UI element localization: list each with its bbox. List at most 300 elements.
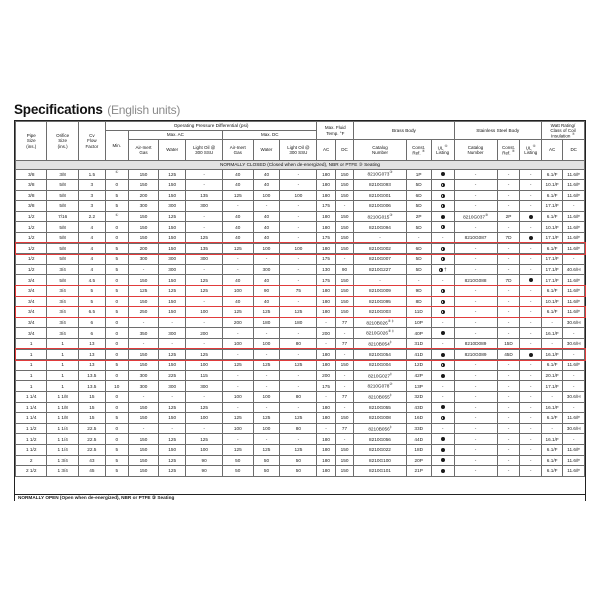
cell-1: 5/8 xyxy=(47,201,78,212)
cell-10: 180 xyxy=(317,349,335,360)
table-row xyxy=(16,370,585,381)
cell-4: - xyxy=(128,264,158,275)
cell-1: 5/8 xyxy=(47,254,78,265)
th-cv-flow-factor: Cv Flow Factor xyxy=(78,122,105,161)
cell-10: - xyxy=(317,317,335,328)
cell-19: 11.6/F xyxy=(563,466,585,477)
cell-7: 40 xyxy=(223,222,253,233)
cell-5: 300 xyxy=(159,381,186,392)
th-operating-pressure-differential: Operating Pressure Differential (psi) xyxy=(105,122,317,131)
cell-15: - xyxy=(454,201,497,212)
cell-2: 4 xyxy=(78,233,105,244)
cell-14 xyxy=(431,370,454,381)
cell-18: 17.1/F xyxy=(541,275,562,286)
cell-9: - xyxy=(280,254,317,265)
cell-16: - xyxy=(497,423,520,434)
cell-1: 1 1/4 xyxy=(47,444,78,455)
cell-15: - xyxy=(454,254,497,265)
cell-2: 1.5 xyxy=(78,169,105,180)
cell-4: 150 xyxy=(128,466,158,477)
cell-4: 300 xyxy=(128,381,158,392)
cell-10: 180 xyxy=(317,190,335,201)
cell-11: 150 xyxy=(335,307,353,318)
cell-3: 0 xyxy=(105,339,128,350)
cell-9: 180 xyxy=(280,317,317,328)
cell-18: 16.1/F xyxy=(541,402,562,413)
cell-11: - xyxy=(335,434,353,445)
cell-12: 8210G008 xyxy=(354,413,406,424)
cell-7: - xyxy=(223,402,253,413)
cell-1: 1 xyxy=(47,339,78,350)
cell-4: 150 xyxy=(128,349,158,360)
cell-6: - xyxy=(186,180,223,191)
th-ac-air-inert-gas: Air-Inert Gas xyxy=(128,140,158,161)
cell-16: - xyxy=(497,391,520,402)
cell-7: 125 xyxy=(223,243,253,254)
cell-10: 180 xyxy=(317,169,335,180)
cell-13: 6D xyxy=(406,243,431,254)
table-row xyxy=(16,264,585,275)
cell-14: - xyxy=(431,233,454,244)
cell-16: - xyxy=(497,254,520,265)
cell-5: 150 xyxy=(159,444,186,455)
table-row xyxy=(16,243,585,254)
cell-6: 300 xyxy=(186,254,223,265)
cell-16: - xyxy=(497,360,520,371)
cell-16: - xyxy=(497,466,520,477)
footnote-marker: ‡ xyxy=(389,424,392,429)
cell-16: - xyxy=(497,413,520,424)
dagger-note: † xyxy=(442,267,447,272)
cell-13: 2P xyxy=(406,211,431,222)
cell-3 xyxy=(105,169,128,180)
cell-13: 43D xyxy=(406,402,431,413)
cell-0: 1/2 xyxy=(16,211,47,222)
cell-15: 8210G089 xyxy=(454,349,497,360)
cell-19: 30.6/H xyxy=(563,339,585,350)
cell-9: - xyxy=(280,180,317,191)
cell-16: 45D xyxy=(497,349,520,360)
th-brass-ul-listing: UL ⑤ Listing xyxy=(431,140,454,161)
footnote-marker: ③ xyxy=(389,212,393,217)
cell-8: 100 xyxy=(253,190,280,201)
cell-12: 8210G027‡ xyxy=(354,370,406,381)
cell-6: 300 xyxy=(186,201,223,212)
cell-7: 125 xyxy=(223,360,253,371)
ul-listed-full-icon xyxy=(441,331,445,335)
cell-3: 5 xyxy=(105,455,128,466)
cell-4: 125 xyxy=(128,286,158,297)
cell-12: 8210G001 xyxy=(354,190,406,201)
cell-18: 17.1/F xyxy=(541,254,562,265)
cell-0: 2 xyxy=(16,455,47,466)
cell-14: - xyxy=(431,391,454,402)
cell-0: 3/8 xyxy=(16,190,47,201)
ul-listed-half-icon xyxy=(441,363,445,367)
cell-5: 150 xyxy=(159,233,186,244)
cell-7: 40 xyxy=(223,211,253,222)
cell-14 xyxy=(431,413,454,424)
cell-4: 150 xyxy=(128,211,158,222)
cell-9: - xyxy=(280,211,317,222)
cell-4: 300 xyxy=(128,370,158,381)
cell-9: - xyxy=(280,275,317,286)
cell-12: 8210G006 xyxy=(354,201,406,212)
cell-6: 115 xyxy=(186,370,223,381)
cell-10: 180 xyxy=(317,444,335,455)
cell-4: 250 xyxy=(128,307,158,318)
cell-2: 3 xyxy=(78,201,105,212)
cell-2: 4 xyxy=(78,243,105,254)
cell-17 xyxy=(520,211,541,222)
cell-5: 150 xyxy=(159,413,186,424)
cell-16: - xyxy=(497,190,520,201)
cell-13: 10P xyxy=(406,317,431,328)
cell-6: 125 xyxy=(186,402,223,413)
cell-13: 8D xyxy=(406,296,431,307)
cell-11: 150 xyxy=(335,275,353,286)
cell-8: 40 xyxy=(253,180,280,191)
th-ac-water: Water xyxy=(159,140,186,161)
cell-10: 180 xyxy=(317,402,335,413)
cell-10: 175 xyxy=(317,381,335,392)
section-band-label: NORMALLY CLOSED (Closed when de-energized), NBR or PTFE ③ Seating xyxy=(16,161,585,170)
cell-11: - xyxy=(335,349,353,360)
cell-7: - xyxy=(223,381,253,392)
cell-17: - xyxy=(520,296,541,307)
table-row xyxy=(16,455,585,466)
cell-9: 125 xyxy=(280,413,317,424)
ul-listed-full-icon xyxy=(441,469,445,473)
cell-3: 0 xyxy=(105,434,128,445)
cell-13: 13P xyxy=(406,381,431,392)
footnote-marker: ‡ xyxy=(389,371,392,376)
cell-3: 0 xyxy=(105,370,128,381)
cell-13: 31D xyxy=(406,339,431,350)
cell-17: - xyxy=(520,286,541,297)
cell-17: - xyxy=(520,201,541,212)
ul-listed-full-icon xyxy=(441,215,445,219)
cell-7: 125 xyxy=(223,190,253,201)
cell-18: - xyxy=(541,423,562,434)
cell-0: 3/4 xyxy=(16,286,47,297)
footnote-marker: ① xyxy=(115,170,119,175)
cell-18: 16.1/F xyxy=(541,328,562,339)
table-row xyxy=(16,254,585,265)
cell-1: 7/16 xyxy=(47,211,78,222)
cell-14 xyxy=(431,254,454,265)
cell-9: 100 xyxy=(280,190,317,201)
th-dc-water: Water xyxy=(253,140,280,161)
cell-11: 150 xyxy=(335,413,353,424)
cell-18: 6.1/F xyxy=(541,211,562,222)
cell-5: 125 xyxy=(159,402,186,413)
cell-13: 42P xyxy=(406,370,431,381)
cell-19: 11.6/F xyxy=(563,233,585,244)
page-title-main: Specifications xyxy=(14,102,103,117)
cell-19: 11.6/F xyxy=(563,455,585,466)
cell-3: 5 xyxy=(105,243,128,254)
cell-15: - xyxy=(454,286,497,297)
cell-16: - xyxy=(497,201,520,212)
cell-10: 180 xyxy=(317,466,335,477)
cell-14: - xyxy=(431,381,454,392)
cell-5: 300 xyxy=(159,328,186,339)
cell-19: - xyxy=(563,370,585,381)
cell-4: 150 xyxy=(128,360,158,371)
cell-18: 6.1/F xyxy=(541,455,562,466)
cell-14 xyxy=(431,349,454,360)
cell-6: - xyxy=(186,222,223,233)
cell-16: 7D xyxy=(497,233,520,244)
cell-13: 5D xyxy=(406,201,431,212)
cell-3: 5 xyxy=(105,360,128,371)
cell-10: 175 xyxy=(317,254,335,265)
cell-1: 5/8 xyxy=(47,275,78,286)
cell-16: - xyxy=(497,381,520,392)
cell-11: - xyxy=(335,370,353,381)
cell-18: - xyxy=(541,317,562,328)
cell-10: 200 xyxy=(317,370,335,381)
cell-3: 0 xyxy=(105,402,128,413)
cell-12: 8210G056 xyxy=(354,434,406,445)
cell-8: 100 xyxy=(253,423,280,434)
cell-4: 150 xyxy=(128,434,158,445)
cell-0: 3/4 xyxy=(16,317,47,328)
cell-11: 150 xyxy=(335,222,353,233)
cell-10: 180 xyxy=(317,180,335,191)
cell-1: 5/8 xyxy=(47,233,78,244)
cell-16: - xyxy=(497,307,520,318)
cell-5: 225 xyxy=(159,370,186,381)
cell-1: 5/8 xyxy=(47,243,78,254)
cell-15: - xyxy=(454,391,497,402)
cell-9: 80 xyxy=(280,391,317,402)
cell-6: 125 xyxy=(186,275,223,286)
cell-9: 75 xyxy=(280,286,317,297)
cell-14 xyxy=(431,222,454,233)
cell-0: 3/4 xyxy=(16,328,47,339)
cell-13: 33D xyxy=(406,423,431,434)
cell-17: - xyxy=(520,370,541,381)
cell-12: 8210G100 xyxy=(354,455,406,466)
cell-9: - xyxy=(280,328,317,339)
cell-19: - xyxy=(563,254,585,265)
cell-8: 40 xyxy=(253,211,280,222)
cell-7: - xyxy=(223,434,253,445)
cell-13: 1P xyxy=(406,169,431,180)
cell-2: 6.5 xyxy=(78,307,105,318)
ul-listed-half-icon xyxy=(441,416,445,420)
cell-5: 125 xyxy=(159,349,186,360)
cell-7: 100 xyxy=(223,391,253,402)
cell-1: 5/8 xyxy=(47,180,78,191)
ul-listed-half-icon xyxy=(441,300,445,304)
cell-12: 8210G004 xyxy=(354,360,406,371)
cell-4: 150 xyxy=(128,402,158,413)
ul-listed-full-icon xyxy=(441,405,445,409)
th-ss-const-ref: Const. Ref. ④ xyxy=(497,140,520,161)
cell-0: 1/2 xyxy=(16,243,47,254)
cell-15: 8210G037③ xyxy=(454,211,497,222)
cell-9: - xyxy=(280,296,317,307)
cell-7: 100 xyxy=(223,339,253,350)
cell-7: - xyxy=(223,370,253,381)
cell-0: 1 1/2 xyxy=(16,423,47,434)
cell-10: 180 xyxy=(317,360,335,371)
cell-14 xyxy=(431,455,454,466)
cell-9: 125 xyxy=(280,360,317,371)
cell-3: 10 xyxy=(105,381,128,392)
cell-15: 8210G087 xyxy=(454,233,497,244)
ul-listed-full-icon xyxy=(441,374,445,378)
cell-1: 1 xyxy=(47,349,78,360)
cell-17 xyxy=(520,233,541,244)
cell-17: - xyxy=(520,317,541,328)
cell-13: 12D xyxy=(406,360,431,371)
cell-12: 8210G055 xyxy=(354,402,406,413)
cell-0: 3/4 xyxy=(16,307,47,318)
cell-2: 13.5 xyxy=(78,370,105,381)
cell-10: 180 xyxy=(317,243,335,254)
clipped-next-section-band xyxy=(14,495,586,501)
cell-9: 80 xyxy=(280,423,317,434)
cell-8: - xyxy=(253,201,280,212)
th-stainless-steel-body: Stainless Steel Body xyxy=(454,122,541,140)
cell-4: 150 xyxy=(128,455,158,466)
cell-15: - xyxy=(454,243,497,254)
cell-18: 17.1/F xyxy=(541,381,562,392)
cell-8: 100 xyxy=(253,243,280,254)
cell-0: 2 1/2 xyxy=(16,466,47,477)
cell-14 xyxy=(431,190,454,201)
cell-5: 125 xyxy=(159,466,186,477)
cell-10: 180 xyxy=(317,455,335,466)
cell-19: 11.6/F xyxy=(563,444,585,455)
cell-10: 180 xyxy=(317,222,335,233)
cell-0: 1 xyxy=(16,370,47,381)
cell-14 xyxy=(431,402,454,413)
table-row xyxy=(16,296,585,307)
cell-8: 300 xyxy=(253,264,280,275)
cell-2: 13.5 xyxy=(78,381,105,392)
table-row xyxy=(16,413,585,424)
cell-6: - xyxy=(186,423,223,434)
cell-15: - xyxy=(454,180,497,191)
cell-0: 1 1/2 xyxy=(16,434,47,445)
cell-19: - xyxy=(563,201,585,212)
cell-8: - xyxy=(253,381,280,392)
cell-9: - xyxy=(280,264,317,275)
th-pipe-size: Pipe Size (ins.) xyxy=(16,122,47,161)
cell-0: 3/8 xyxy=(16,201,47,212)
cell-9: 125 xyxy=(280,307,317,318)
cell-14 xyxy=(431,360,454,371)
cell-3: 5 xyxy=(105,264,128,275)
cell-18: 6.1/F xyxy=(541,360,562,371)
cell-2: 5 xyxy=(78,296,105,307)
footnote-marker: ② ‡ xyxy=(387,329,394,334)
cell-15: - xyxy=(454,264,497,275)
th-orifice-size: Orifice Size (ins.) xyxy=(47,122,78,161)
ul-listed-half-icon xyxy=(441,194,445,198)
cell-14 xyxy=(431,434,454,445)
cell-3: 5 xyxy=(105,201,128,212)
cell-9: 100 xyxy=(280,243,317,254)
cell-9: 125 xyxy=(280,444,317,455)
cell-19: 11.6/F xyxy=(563,243,585,254)
cell-15: 8210D089 xyxy=(454,339,497,350)
cell-15: - xyxy=(454,381,497,392)
cell-3: 5 xyxy=(105,466,128,477)
cell-7: 200 xyxy=(223,317,253,328)
table-row xyxy=(16,339,585,350)
cell-15: - xyxy=(454,402,497,413)
ul-listed-half-icon xyxy=(441,289,445,293)
cell-0: 3/4 xyxy=(16,296,47,307)
cell-13: 6D xyxy=(406,190,431,201)
cell-4: 350 xyxy=(128,328,158,339)
cell-19: 30.6/H xyxy=(563,391,585,402)
cell-1: 5/8 xyxy=(47,190,78,201)
cell-15: - xyxy=(454,413,497,424)
cell-14 xyxy=(431,444,454,455)
cell-5: 150 xyxy=(159,360,186,371)
section-band-normally-closed xyxy=(16,161,585,170)
cell-14 xyxy=(431,328,454,339)
th-dc-light-oil: Light Oil @ 300 SSU xyxy=(280,140,317,161)
table-row xyxy=(16,317,585,328)
cell-19: 11.6/F xyxy=(563,360,585,371)
cell-12: 8210G227 xyxy=(354,264,406,275)
cell-7: - xyxy=(223,254,253,265)
cell-6: - xyxy=(186,264,223,275)
cell-9: - xyxy=(280,201,317,212)
cell-18: 10.1/F xyxy=(541,296,562,307)
cell-11: 150 xyxy=(335,169,353,180)
table-row xyxy=(16,275,585,286)
cell-17: - xyxy=(520,307,541,318)
th-dc-air-inert-gas: Air-Inert Gas xyxy=(223,140,253,161)
cell-14 xyxy=(431,466,454,477)
cell-10: 130 xyxy=(317,264,335,275)
cell-5: 125 xyxy=(159,455,186,466)
cell-13: 32D xyxy=(406,391,431,402)
cell-15: - xyxy=(454,444,497,455)
cell-11: 150 xyxy=(335,286,353,297)
ul-listed-full-icon xyxy=(441,448,445,452)
cell-19: 11.6/F xyxy=(563,286,585,297)
cell-16: - xyxy=(497,317,520,328)
cell-3: 5 xyxy=(105,190,128,201)
cell-6: 125 xyxy=(186,233,223,244)
ul-listed-half-icon xyxy=(441,247,445,251)
cell-11: 77 xyxy=(335,317,353,328)
cell-3: 0 xyxy=(105,423,128,434)
cell-5: 150 xyxy=(159,180,186,191)
cell-9: - xyxy=(280,233,317,244)
cell-12: 8210G093 xyxy=(354,180,406,191)
table-row xyxy=(16,201,585,212)
cell-0: 1 xyxy=(16,360,47,371)
th-max-fluid-temp: Max. Fluid Temp. °F xyxy=(317,122,354,140)
cell-1: 3/8 xyxy=(47,169,78,180)
cell-4: 150 xyxy=(128,222,158,233)
cell-12: 8210G009 xyxy=(354,286,406,297)
cell-3: 5 xyxy=(105,307,128,318)
cell-18: 17.1/F xyxy=(541,264,562,275)
cell-13: 11D xyxy=(406,307,431,318)
